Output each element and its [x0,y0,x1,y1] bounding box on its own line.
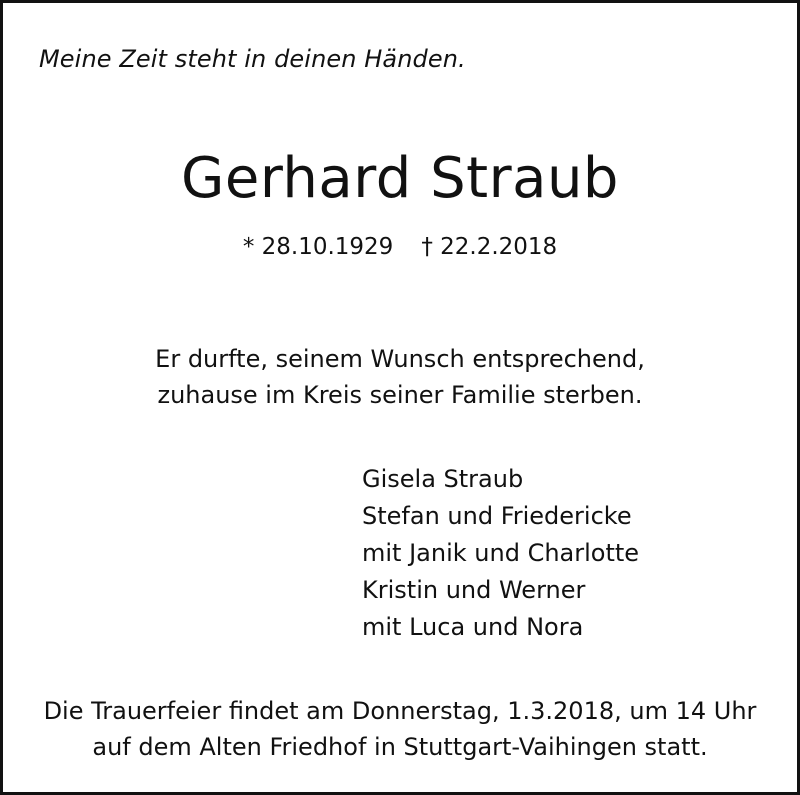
funeral-info-line: auf dem Alten Friedhof in Stuttgart-Vaihingen statt. [92,733,708,761]
statement-line: Er durfte, seinem Wunsch entsprechend, [155,345,645,373]
family-member-line: Stefan und Friedericke [362,502,632,530]
family-list [362,461,639,646]
death-date: † 22.2.2018 [421,234,558,260]
deceased-name: Gerhard Straub [181,146,619,211]
family-member-line: Kristin und Werner [362,576,586,604]
statement-line: zuhause im Kreis seiner Familie sterben. [157,381,643,409]
family-member-line: Gisela Straub [362,465,524,493]
funeral-info-line: Die Trauerfeier findet am Donnerstag, 1.3.2018, um 14 Uhr [43,697,757,725]
funeral-information [3,693,797,765]
motto-text: Meine Zeit steht in deinen Händen. [39,45,466,73]
family-member-line: mit Luca und Nora [362,613,584,641]
birth-date: * 28.10.1929 [242,234,394,260]
family-member-line: mit Janik und Charlotte [362,539,640,567]
life-dates [3,232,797,262]
death-statement [3,341,797,413]
